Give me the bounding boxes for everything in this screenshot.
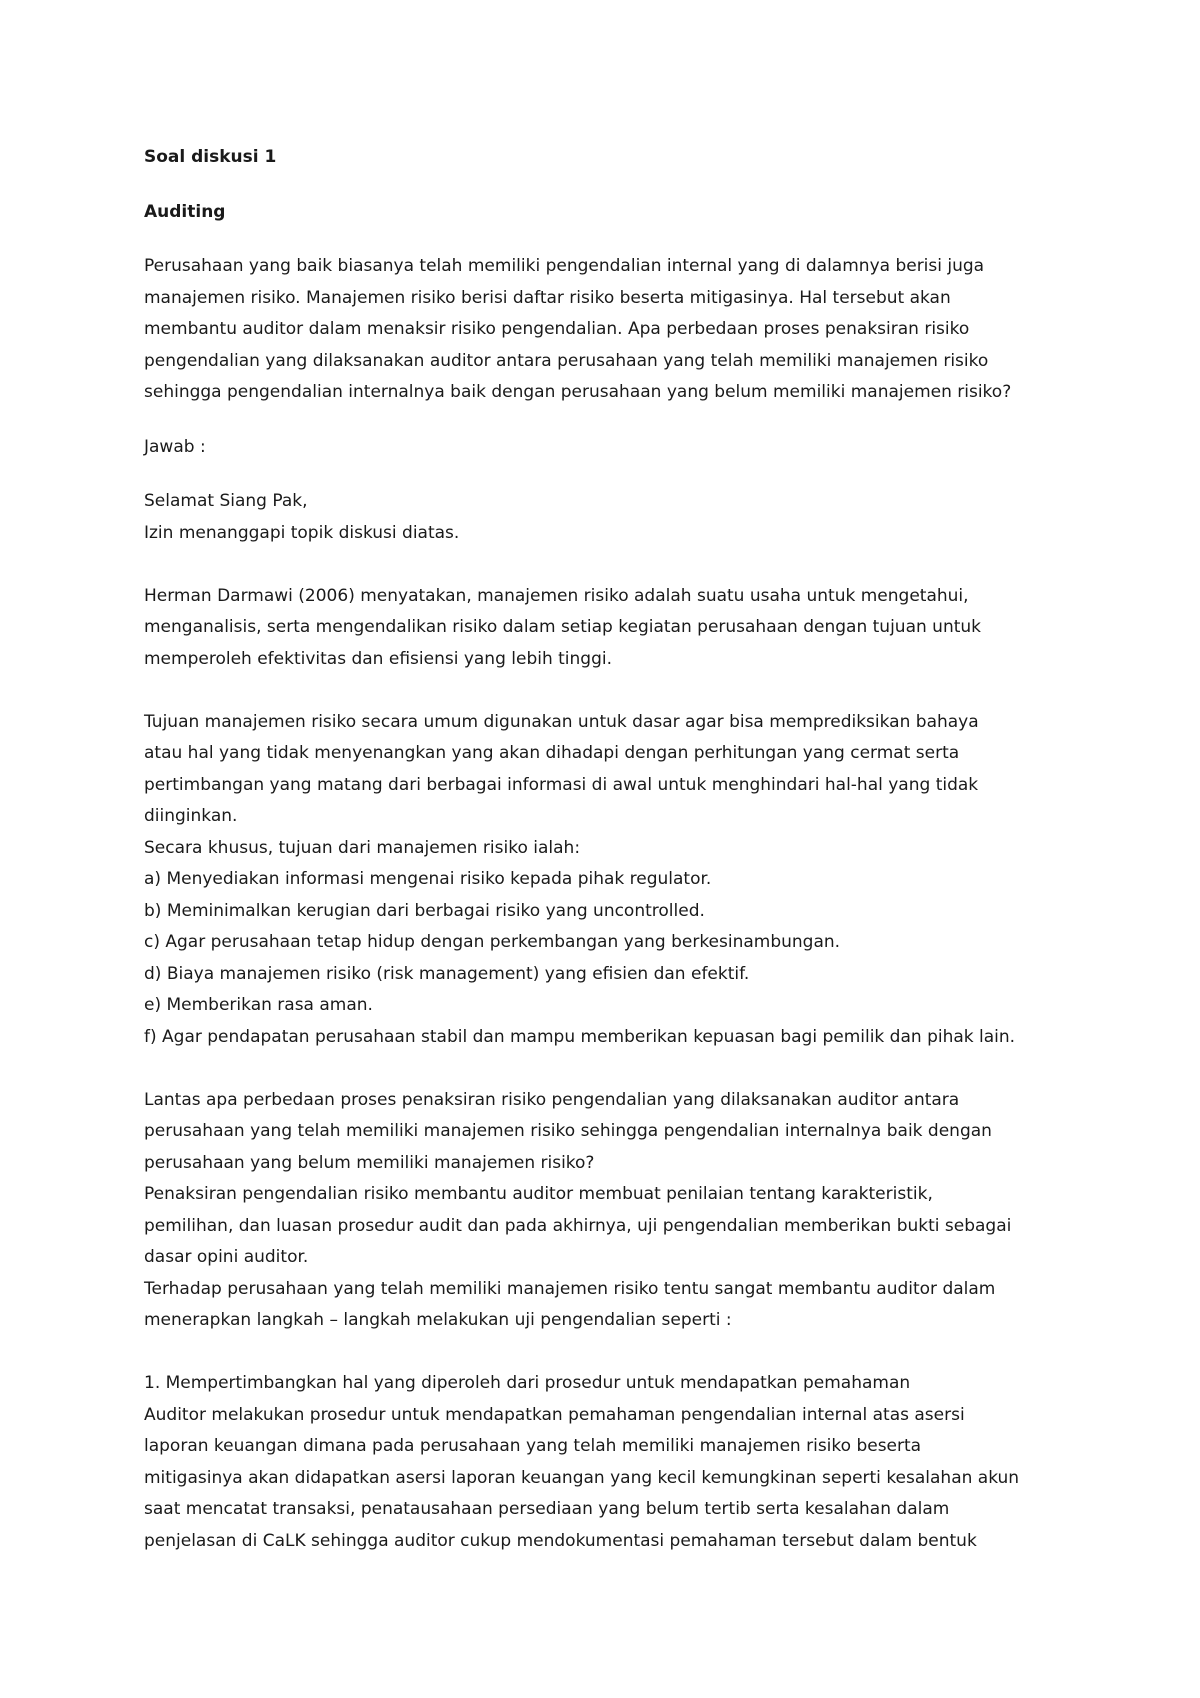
- paragraph-line: memperoleh efektivitas dan efisiensi yang lebih tinggi.: [144, 648, 613, 669]
- answer-label: Jawab :: [144, 436, 206, 457]
- paragraph-line: manajemen risiko. Manajemen risiko berisi daftar risiko beserta mitigasinya. Hal tersebut akan: [144, 287, 951, 308]
- list-item: c) Agar perusahaan tetap hidup dengan perkembangan yang berkesinambungan.: [144, 932, 841, 952]
- paragraph-line: Terhadap perusahaan yang telah memiliki manajemen risiko tentu sangat membantu auditor dalam: [144, 1278, 996, 1299]
- paragraph-line: membantu auditor dalam menaksir risiko pengendalian. Apa perbedaan proses penaksiran risiko: [144, 319, 970, 339]
- definition-paragraph: [144, 581, 1064, 676]
- paragraph-line: Penaksiran pengendalian risiko membantu auditor membuat penilaian tentang karakteristik,: [144, 1184, 933, 1204]
- purpose-list: [144, 864, 1064, 1053]
- paragraph-line: menganalisis, serta mengendalikan risiko dalam setiap kegiatan perusahaan dengan tujuan untuk: [144, 617, 982, 637]
- paragraph-line: atau hal yang tidak menyenangkan yang akan dihadapi dengan perhitungan yang cermat serta: [144, 743, 960, 763]
- paragraph-line: penjelasan di CaLK sehingga auditor cukup mendokumentasi pemahaman tersebut dalam bentuk: [144, 1530, 977, 1551]
- paragraph-line: perusahaan yang belum memiliki manajemen risiko?: [144, 1152, 595, 1173]
- paragraph-line: 1. Mempertimbangkan hal yang diperoleh dari prosedur untuk mendapatkan pemahaman: [144, 1373, 911, 1393]
- paragraph-line: laporan keuangan dimana pada perusahaan yang telah memiliki manajemen risiko beserta: [144, 1436, 922, 1456]
- step-paragraph: [144, 1368, 1064, 1557]
- discussion-paragraph: [144, 1085, 1064, 1337]
- paragraph-line: mitigasinya akan didapatkan asersi laporan keuangan yang kecil kemungkinan seperti kesalahan akun: [144, 1467, 1020, 1488]
- purpose-paragraph: [144, 707, 1064, 865]
- paragraph-line: dasar opini auditor.: [144, 1247, 309, 1267]
- document-subject: Auditing: [144, 201, 226, 222]
- list-item: a) Menyediakan informasi mengenai risiko kepada pihak regulator.: [144, 869, 712, 889]
- paragraph-line: diinginkan.: [144, 806, 238, 826]
- paragraph-line: perusahaan yang telah memiliki manajemen risiko sehingga pengendalian internalnya baik dengan: [144, 1121, 992, 1141]
- paragraph-line: pemilihan, dan luasan prosedur audit dan pada akhirnya, uji pengendalian memberikan bukti sebagai: [144, 1215, 1012, 1236]
- document-page: [144, 142, 1064, 1557]
- paragraph-line: saat mencatat transaksi, penatausahaan persediaan yang belum tertib serta kesalahan dalam: [144, 1499, 950, 1519]
- paragraph-line: pertimbangan yang matang dari berbagai informasi di awal untuk menghindari hal-hal yang tidak: [144, 774, 979, 795]
- document-title: Soal diskusi 1: [144, 147, 277, 167]
- paragraph-line: Tujuan manajemen risiko secara umum digunakan untuk dasar agar bisa memprediksikan bahaya: [144, 711, 979, 732]
- paragraph-line: Secara khusus, tujuan dari manajemen risiko ialah:: [144, 837, 581, 858]
- list-item: b) Meminimalkan kerugian dari berbagai risiko yang uncontrolled.: [144, 900, 705, 921]
- list-item: d) Biaya manajemen risiko (risk management) yang efisien dan efektif.: [144, 963, 750, 984]
- list-item: f) Agar pendapatan perusahaan stabil dan mampu memberikan kepuasan bagi pemilik dan pihak lain.: [144, 1026, 1016, 1047]
- question-paragraph: [144, 251, 1064, 409]
- paragraph-line: Lantas apa perbedaan proses penaksiran risiko pengendalian yang dilaksanakan auditor antara: [144, 1089, 960, 1110]
- paragraph-line: pengendalian yang dilaksanakan auditor antara perusahaan yang telah memiliki manajemen risiko: [144, 350, 989, 371]
- list-item: e) Memberikan rasa aman.: [144, 995, 373, 1015]
- greeting: Selamat Siang Pak,: [144, 491, 308, 511]
- paragraph-line: menerapkan langkah – langkah melakukan uji pengendalian seperti :: [144, 1310, 732, 1330]
- intro-line: Izin menanggapi topik diskusi diatas.: [144, 522, 460, 543]
- paragraph-line: Perusahaan yang baik biasanya telah memiliki pengendalian internal yang di dalamnya berisi juga: [144, 256, 985, 276]
- paragraph-line: Herman Darmawi (2006) menyatakan, manajemen risiko adalah suatu usaha untuk mengetahui,: [144, 585, 969, 606]
- paragraph-line: sehingga pengendalian internalnya baik dengan perusahaan yang belum memiliki manajemen risiko?: [144, 382, 1012, 402]
- paragraph-line: Auditor melakukan prosedur untuk mendapatkan pemahaman pengendalian internal atas asersi: [144, 1404, 965, 1425]
